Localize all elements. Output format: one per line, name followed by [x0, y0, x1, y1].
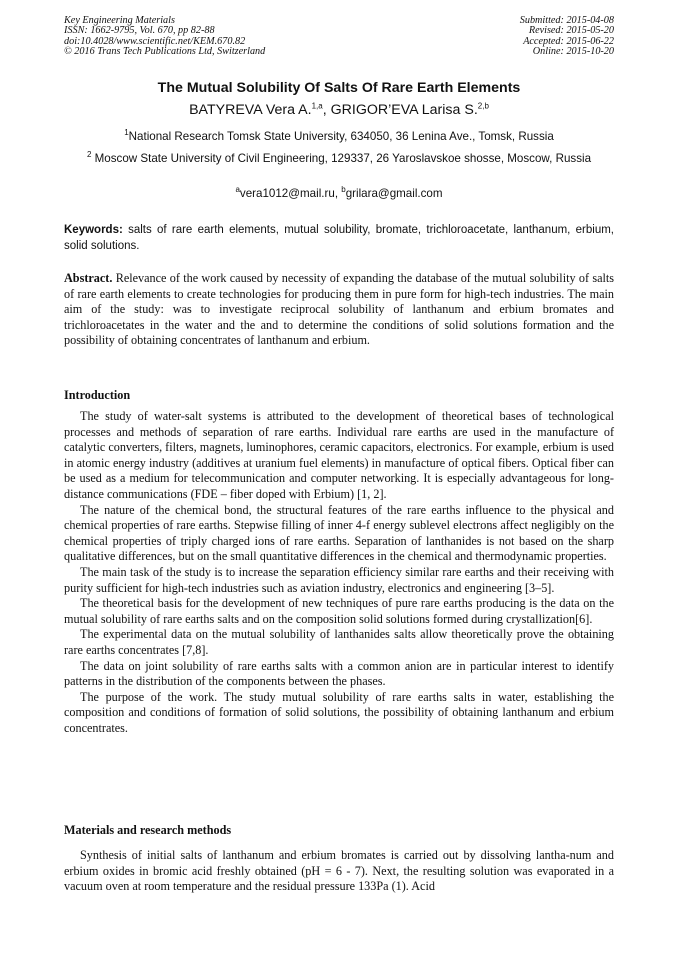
- abstract-text: Relevance of the work caused by necessity of expanding the database of the mutual solubility of salts of rare earth elements to create technologies for producing them in pure form for high-tech industries. The main aim of the study: was to investigate reciprocal solubility of lanthanum and erbium bromates and trichloroacetates in the water and the and to determine the conditions of solid solutions formation and the possibility of obtaining concentrates of lanthanum and erbium.: [64, 271, 614, 348]
- doi-line: doi:10.4028/www.scientific.net/KEM.670.82: [64, 35, 246, 47]
- affiliation-1-text: National Research Tomsk State University, 634050, 36 Lenina Ave., Tomsk, Russia: [128, 130, 554, 143]
- email-b[interactable]: grilara@gmail.com: [345, 187, 443, 200]
- author-1-affil-sup: 1,a: [311, 101, 323, 111]
- author-list: [0, 101, 678, 119]
- intro-paragraph-4: The theoretical basis for the development of new techniques of pure rare earths producing is the data on the mutual solubility of rare earths salts and on the composition solid solutions formed during crystallization[6].: [64, 596, 614, 626]
- online-date: Online: 2015-10-20: [532, 46, 614, 58]
- intro-paragraph-1: The study of water-salt systems is attributed to the development of theoretical bases of technological processes and methods of separation of rare earths. Individual rare earths are used in the manufacture of catalytic converters, filters, magnets, luminophores, ceramic capacitors, electronics. For example, erbium is used in atomic energy industry (additives at uranium fuel elements) in manufacture of optical fibers. Optical fiber can be used as a medium for telecommunication and computer networking. It is especially advantageous for long-distance communications (FDE – fiber doped with Erbium) [1, 2].: [64, 409, 614, 501]
- intro-paragraph-3: The main task of the study is to increase the separation efficiency similar rare earths and their receiving with purity sufficient for high-tech industries such as aviation industry, electronics and engineering [3–5].: [64, 564, 614, 595]
- journal-name: Key Engineering Materials: [64, 15, 175, 26]
- email-b-sup: b: [341, 185, 346, 195]
- copyright-line: © 2016 Trans Tech Publications Ltd, Switzerland: [64, 46, 266, 58]
- affiliation-1-sup: 1: [124, 128, 129, 138]
- methods-heading: Materials and research methods: [64, 823, 232, 837]
- revised-date: Revised: 2015-05-20: [528, 25, 614, 37]
- email-a[interactable]: vera1012@mail.ru: [239, 187, 335, 200]
- author-2-name: GRIGOR’EVA Larisa S.: [330, 102, 478, 118]
- intro-paragraph-2: The nature of the chemical bond, the structural features of the rare earths influence to the physical and chemical properties of rare earths. Stepwise filling of inner 4-f energy sublevel electrons affect negligibly on the chemical properties of triply charged ions of rare earths. Separation of lanthanides is not based on the sharp qualitative differences, but on the small quantitative differences in the chemical and thermodynamic properties.: [64, 502, 614, 564]
- affiliation-2: [86, 152, 592, 166]
- intro-paragraph-7: The purpose of the work. The study mutual solubility of rare earths salts in water, establishing the composition and conditions of formation of solid solutions, the possibility of obtaining lanthanum and erbium concentrates.: [64, 689, 614, 735]
- introduction-heading: Introduction: [64, 388, 131, 402]
- intro-paragraph-6: The data on joint solubility of rare earths salts with a common anion are in particular interest to identify patterns in the distribution of the components between the phases.: [64, 658, 614, 689]
- author-2-affil-sup: 2,b: [477, 101, 489, 111]
- email-separator: ,: [334, 187, 342, 200]
- submitted-date: Submitted: 2015-04-08: [519, 15, 614, 26]
- intro-paragraph-5: The experimental data on the mutual solubility of lanthanides salts allow theoretically prove the obtaining rare earths concentrates [7,8].: [64, 627, 614, 657]
- abstract-paragraph: [64, 271, 614, 349]
- affiliation-2-text: Moscow State University of Civil Engineering, 129337, 26 Yaroslavskoe shosse, Moscow, Russia: [91, 152, 592, 165]
- author-1-name: BATYREVA Vera A.: [189, 102, 312, 118]
- abstract-block: [64, 271, 614, 349]
- keywords-block: [64, 222, 614, 254]
- paper-title: The Mutual Solubility Of Salts Of Rare Earth Elements: [157, 80, 521, 96]
- dates-info: [520, 16, 614, 58]
- methods-paragraph-1: Synthesis of initial salts of lanthanum and erbium bromates is carried out by dissolving lantha-num and erbium oxides in bromic acid freshly obtained (pH = 6 - 7). Next, the resulting solution was evaporated in a vacuum oven at room temperature and the residual pressure 133Pa (1). Acid: [64, 848, 614, 894]
- affiliation-2-sup: 2: [86, 150, 92, 160]
- journal-info: [64, 16, 265, 58]
- abstract-label: Abstract.: [64, 271, 113, 285]
- accepted-date: Accepted: 2015-06-22: [523, 35, 614, 47]
- author-separator: ,: [322, 102, 331, 118]
- affiliation-1: [64, 130, 614, 144]
- keywords-label: Keywords:: [64, 224, 123, 236]
- author-emails: [0, 187, 678, 201]
- keywords-text: salts of rare earth elements, mutual solubility, bromate, trichloroacetate, lanthanum, erbium, solid solutions.: [64, 224, 614, 252]
- issn-line: ISSN: 1662-9795, Vol. 670, pp 82-88: [64, 25, 215, 37]
- methods-body: [64, 848, 614, 895]
- journal-header: [64, 16, 614, 58]
- email-a-sup: a: [235, 185, 240, 195]
- introduction-body: [64, 409, 614, 736]
